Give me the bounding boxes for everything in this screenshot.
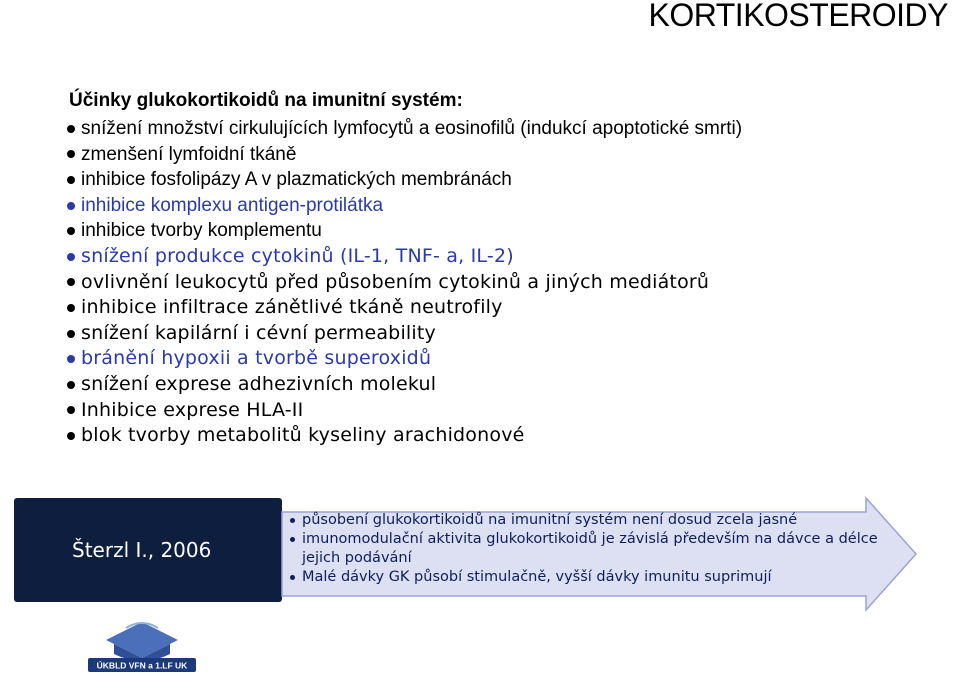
bullet-icon bbox=[67, 406, 75, 414]
note-item: působení glukokortikoidů na imunitní systém není dosud zcela jasné bbox=[290, 511, 880, 530]
bullet-icon bbox=[67, 125, 75, 133]
effect-item bbox=[67, 142, 742, 168]
bullet-icon bbox=[67, 304, 75, 312]
bullet-icon bbox=[67, 432, 75, 440]
effect-item bbox=[67, 167, 742, 193]
citation-text: Šterzl I., 2006 bbox=[72, 538, 212, 562]
bullet-icon bbox=[67, 253, 75, 261]
effect-item bbox=[67, 372, 742, 398]
effect-item-text: blok tvorby metabolitů kyseliny arachidonové bbox=[81, 424, 525, 447]
effect-item bbox=[67, 321, 742, 347]
effect-item-text: zmenšení lymfoidní tkáně bbox=[81, 143, 297, 165]
bullet-icon bbox=[67, 176, 75, 184]
bullet-icon bbox=[67, 227, 75, 235]
bullet-icon bbox=[67, 150, 75, 158]
effect-item bbox=[67, 398, 742, 424]
notes-list bbox=[290, 511, 880, 587]
effect-item bbox=[67, 295, 742, 321]
effect-item-text: ovlivnění leukocytů před působením cytokinů a jiných mediátorů bbox=[81, 270, 710, 293]
effect-item bbox=[67, 116, 742, 142]
bullet-icon bbox=[67, 355, 75, 363]
ukbld-logo bbox=[86, 618, 198, 682]
effect-item-text: inhibice komplexu antigen-protilátka bbox=[81, 194, 384, 216]
note-item: Malé dávky GK působí stimulačně, vyšší dávky imunitu suprimují bbox=[290, 568, 880, 587]
effect-item-text: inhibice infiltrace zánětlivé tkáně neutrofily bbox=[81, 296, 503, 319]
effect-item bbox=[67, 346, 742, 372]
bullet-icon bbox=[67, 330, 75, 338]
effect-item bbox=[67, 193, 742, 219]
effect-item bbox=[67, 218, 742, 244]
logo-text: ÚKBLD VFN a 1.LF UK bbox=[96, 660, 188, 671]
effect-item-text: inhibice tvorby komplementu bbox=[81, 220, 322, 242]
effect-item bbox=[67, 244, 742, 270]
slide-title: KORTIKOSTEROIDY bbox=[648, 0, 948, 33]
effect-item bbox=[67, 270, 742, 296]
effect-item-text: snížení produkce cytokinů (IL-1, TNF- a, IL-2) bbox=[81, 244, 514, 267]
effect-item-text: inhibice fosfolipázy A v plazmatických membránách bbox=[81, 169, 512, 191]
effect-item-text: bránění hypoxii a tvorbě superoxidů bbox=[81, 347, 432, 370]
bullet-icon bbox=[67, 381, 75, 389]
effects-list bbox=[67, 116, 742, 449]
effect-item-text: snížení exprese adhezivních molekul bbox=[81, 372, 437, 395]
bullet-icon bbox=[67, 278, 75, 286]
effect-item-text: snížení množství cirkulujících lymfocytů a eosinofilů (indukcí apoptotické smrti) bbox=[81, 118, 743, 139]
note-item: imunomodulační aktivita glukokortikoidů je závislá především na dávce a délce jejich podávání bbox=[290, 530, 880, 568]
effect-item bbox=[67, 423, 742, 449]
effects-heading: Účinky glukokortikoidů na imunitní systém: bbox=[69, 90, 463, 111]
effect-item-text: snížení kapilární i cévní permeability bbox=[81, 321, 436, 344]
bullet-icon bbox=[67, 202, 75, 210]
effect-item-text: Inhibice exprese HLA-II bbox=[81, 398, 304, 421]
